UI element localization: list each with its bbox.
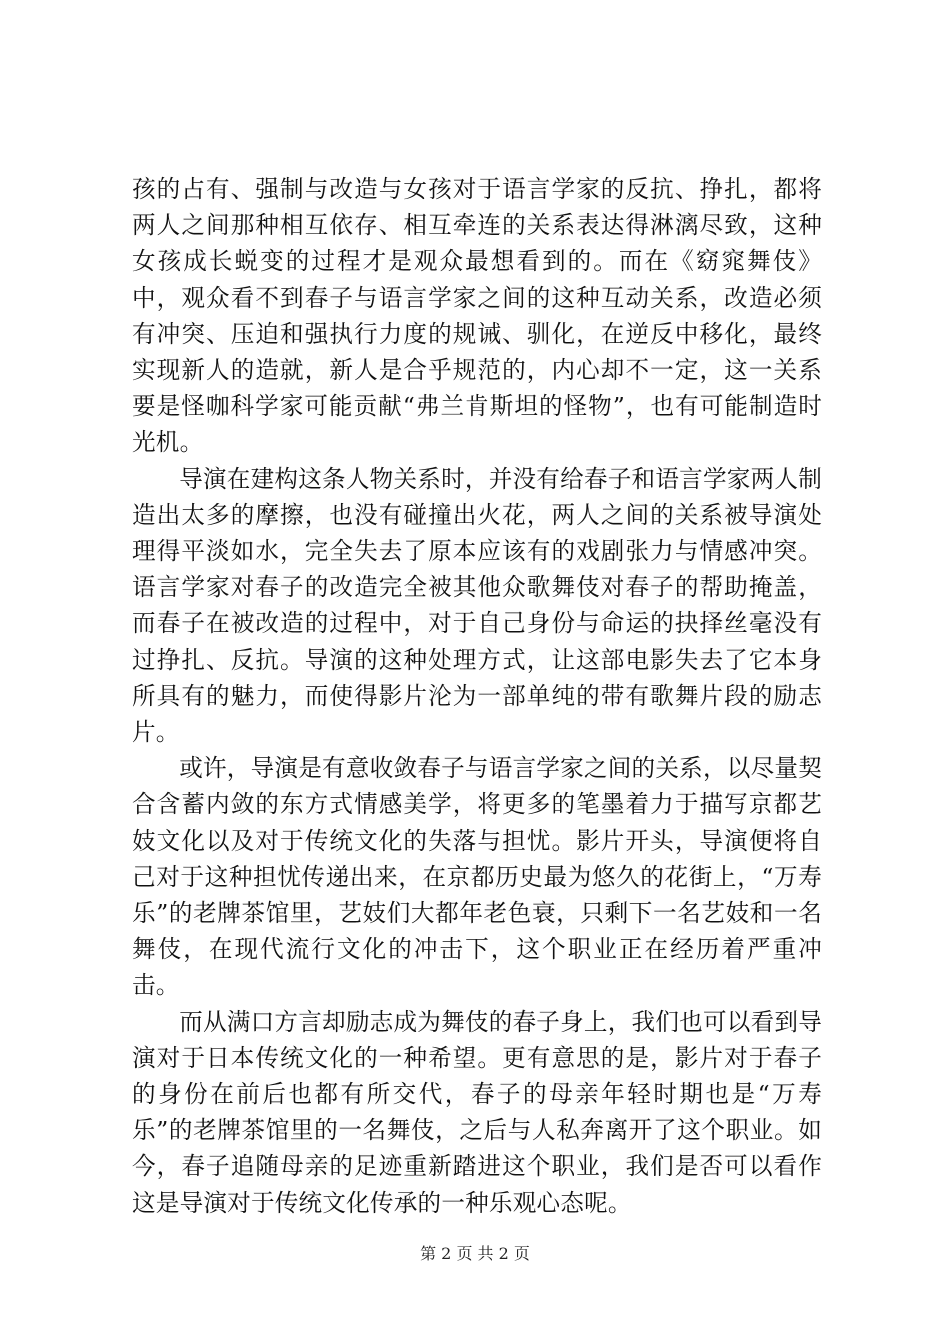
paragraph-4: 而从满口方言却励志成为舞伎的春子身上，我们也可以看到导演对于日本传统文化的一种希望。更有意思的是，影片对于春子的身份在前后也都有所交代，春子的母亲年轻时期也是“万寿乐”的老牌茶馆里的一名舞伎，之后与人私奔离开了这个职业。如今，春子追随母亲的足迹重新踏进这个职业，我们是否可以看作这是导演对于传统文化传承的一种乐观心态呢。 (132, 1007, 822, 1217)
paragraph-2: 导演在建构这条人物关系时，并没有给春子和语言学家两人制造出太多的摩擦，也没有碰撞出火花，两人之间的关系被导演处理得平淡如水，完全失去了原本应该有的戏剧张力与情感冲突。语言学家对春子的改造完全被其他众歌舞伎对春子的帮助掩盖，而春子在被改造的过程中，对于自己身份与命运的抉择丝毫没有过挣扎、反抗。导演的这种处理方式，让这部电影失去了它本身所具有的魅力，而使得影片沦为一部单纯的带有歌舞片段的励志片。 (132, 464, 822, 747)
paragraph-3: 或许，导演是有意收敛春子与语言学家之间的关系，以尽量契合含蓄内敛的东方式情感美学，将更多的笔墨着力于描写京都艺妓文化以及对于传统文化的失落与担忧。影片开头，导演便将自己对于这种担忧传递出来，在京都历史最为悠久的花街上，“万寿乐”的老牌茶馆里，艺妓们大都年老色衰，只剩下一名艺妓和一名舞伎，在现代流行文化的冲击下，这个职业正在经历着严重冲击。 (132, 754, 822, 1000)
document-body (132, 171, 822, 1221)
paragraph-1: 孩的占有、强制与改造与女孩对于语言学家的反抗、挣扎，都将两人之间那种相互依存、相互牵连的关系表达得淋漓尽致，这种女孩成长蜕变的过程才是观众最想看到的。而在《窈窕舞伎》中，观众看不到春子与语言学家之间的这种互动关系，改造必须有冲突、压迫和强执行力度的规诫、驯化，在逆反中移化，最终实现新人的造就，新人是合乎规范的，内心却不一定，这一关系要是怪咖科学家可能贡献“弗兰肯斯坦的怪物”，也有可能制造时光机。 (132, 175, 822, 457)
page-number-footer: 第 2 页 共 2 页 (420, 1244, 530, 1263)
